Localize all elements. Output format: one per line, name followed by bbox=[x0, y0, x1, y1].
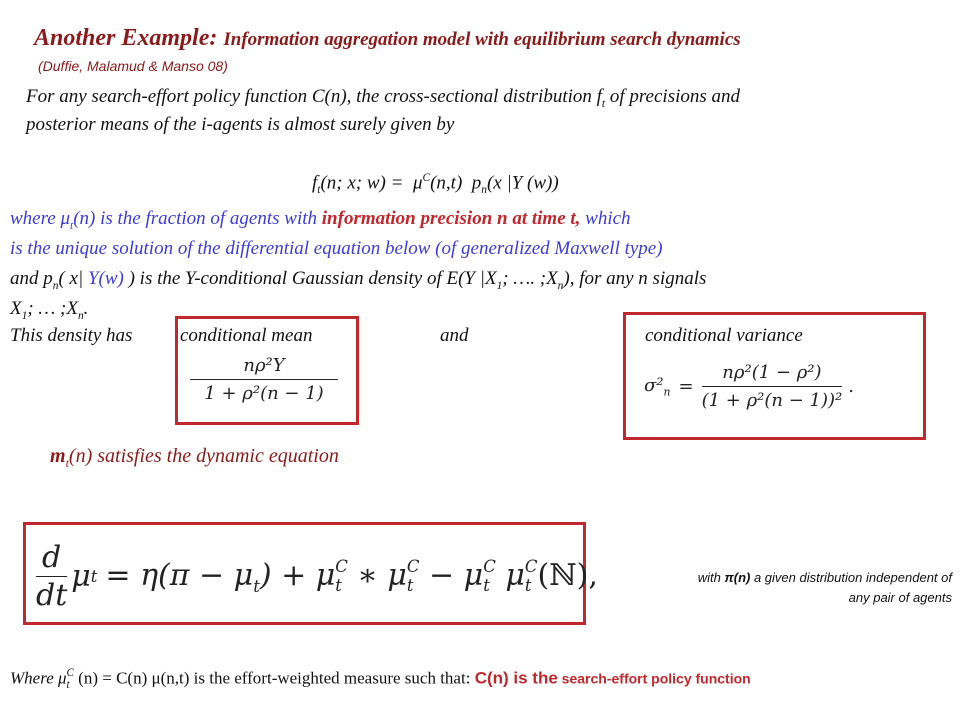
cond-mean-formula bbox=[184, 355, 344, 404]
where-line-2: is the unique solution of the differential equation below (of generalized Maxwell type) bbox=[10, 238, 663, 259]
intro-line-1: For any search-effort policy function C(n), the cross-sectional distribution $f_t$ of precisions and bbox=[26, 86, 741, 110]
slide-title bbox=[34, 25, 741, 52]
title-main: Another Example: bbox=[34, 25, 218, 51]
formula-f: $f_t(n$; x; $w) = \mu^C(n,t)$ $p_n(x$ |Y (w)) bbox=[312, 172, 559, 197]
intro-line-2: posterior means of the i-agents is almost surely given by bbox=[26, 114, 455, 135]
side-note: with π(n) a given distribution independent of any pair of agents bbox=[697, 570, 952, 605]
footer-line: Where μ C t (n) = C(n) μ(n,t) is the effort-weighted measure such that: C(n) is the search-effort policy function bbox=[10, 667, 751, 691]
cond-mean-den: 1 + ρ²(n − 1) bbox=[204, 383, 324, 404]
dynamic-label: $m_t(n)$ satisfies the dynamic equation bbox=[50, 445, 339, 470]
cond-var-den: (1 + ρ²(n − 1))² bbox=[701, 390, 843, 411]
title-sub: Information aggregation model with equilibrium search dynamics bbox=[223, 29, 741, 50]
x-line: $X_1$; … $;X_n$. bbox=[10, 298, 89, 322]
citation: (Duffie, Malamud & Manso 08) bbox=[38, 58, 228, 74]
cond-var-label: conditional variance bbox=[645, 325, 803, 346]
cond-mean-label: conditional mean bbox=[180, 325, 313, 346]
ode-formula: d dt μ t = $\eta(\pi - \mu_t) + \mu$ C t ∗ μ C t − μ C t μ C t (ℕ), bbox=[36, 540, 598, 613]
and-line: and $p_n$( x| Y(w) ) is the Y-conditional Gaussian density of E(Y $|X_1$; …. $;X_n$), for any n signals bbox=[10, 268, 707, 292]
and-label: and bbox=[440, 325, 469, 346]
density-line: This density has bbox=[10, 325, 133, 346]
cond-var-formula: $\sigma^2_n$ = nρ²(1 − ρ²) (1 + ρ²(n − 1))² . bbox=[644, 362, 854, 411]
cond-mean-num: nρ²Y bbox=[243, 355, 285, 376]
where-line-1: where $\mu_t(n)$ is the fraction of agents with information precision n at time t, which bbox=[10, 208, 631, 232]
cond-var-num: nρ²(1 − ρ²) bbox=[722, 362, 822, 383]
